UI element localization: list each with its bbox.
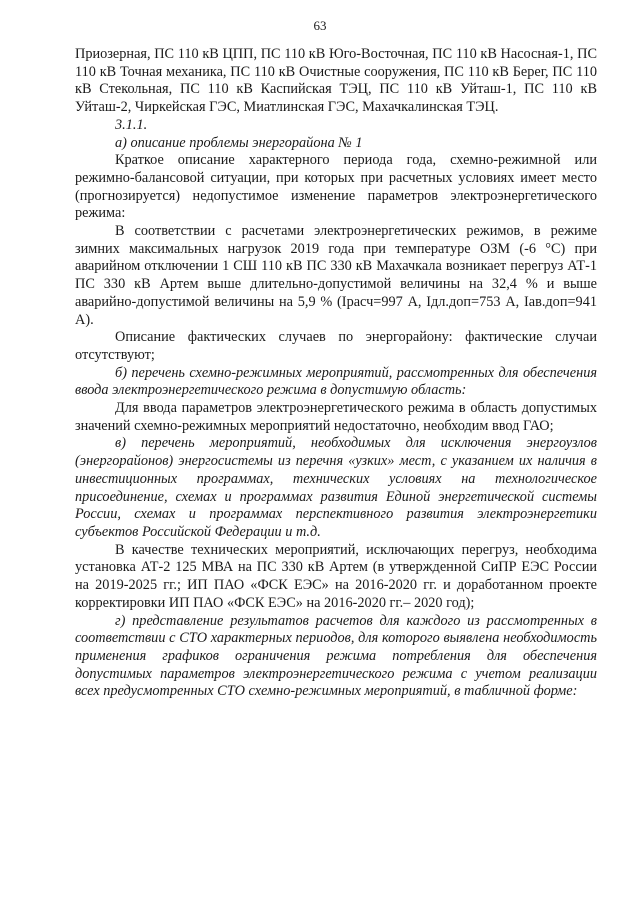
actual-cases-paragraph: Описание фактических случаев по энергорайону: фактические случаи отсутствуют;: [75, 329, 597, 363]
substation-list-paragraph: Приозерная, ПС 110 кВ ЦПП, ПС 110 кВ Юго-Восточная, ПС 110 кВ Насосная-1, ПС 110 кВ Точная механика, ПС 110 кВ Очистные сооружения, ПС 110 кВ Берег, ПС 110 кВ Стекольная, ПС 110 кВ Каспийская ТЭЦ, ПС 110 кВ Уйташ-1, ПС 110 кВ Уйташ-2, Чиркейская ГЭС, Миатлинская ГЭС, Махачкалинская ТЭЦ.: [75, 46, 597, 116]
section-number: 3.1.1.: [115, 116, 148, 133]
period-description-paragraph: Краткое описание характерного периода года, схемно-режимной или режимно-балансовой ситуации, при которых при расчетных условиях имеет место (прогнозируется) недопустимое изменение параметров электроэнергетического режима:: [75, 152, 597, 222]
calculation-results-paragraph: В соответствии с расчетами электроэнергетических режимов, в режиме зимних максимальных нагрузок 2019 года при температуре ОЗМ (-6 °С) при аварийном отключении 1 СШ 110 кВ ПС 330 кВ Махачкала возникает перегруз АТ-1 ПС 330 кВ Артем выше длительно-допустимой величины на 32,4 % и выше аварийно-допустимой величины на 5,9 % (Iрасч=997 А, Iдл.доп=753 А, Iав.доп=941 А).: [75, 223, 597, 328]
subsection-heading-b: б) перечень схемно-режимных мероприятий, рассмотренных для обеспечения ввода электроэнергетического режима в допустимую область:: [75, 364, 597, 399]
subsection-heading-a: а) описание проблемы энергорайона № 1: [115, 134, 363, 151]
gao-paragraph: Для ввода параметров электроэнергетического режима в область допустимых значений схемно-режимных мероприятий недостаточно, необходим ввод ГАО;: [75, 400, 597, 434]
page-body: [75, 46, 597, 701]
subsection-heading-g: г) представление результатов расчетов для каждого из рассмотренных в соответствии с СТО характерных периодов, для которого выявлена необходимость применения графиков ограничения режима потребления для обеспечения допустимых параметров электроэнергетического режима с учетом реализации всех предусмотренных СТО схемно-режимных мероприятий, в табличной форме:: [75, 612, 597, 700]
page-number: 63: [313, 18, 327, 33]
subsection-heading-v: в) перечень мероприятий, необходимых для исключения энергоузлов (энергорайонов) энергосистемы из перечня «узких» мест, с указанием их наличия в инвестиционных программах, технических условиях на технологическое присоединение, схемах и программах развития Единой энергетической системы России, схемах и программах перспективного развития электроэнергетики субъектов Российской Федерации и т.д.: [75, 435, 597, 540]
technical-measures-paragraph: В качестве технических мероприятий, исключающих перегруз, необходима установка АТ-2 125 МВА на ПС 330 кВ Артем (в утвержденной СиПР ЕЭС России на 2019-2025 гг.; ИП ПАО «ФСК ЕЭС» на 2016-2020 гг. и доработанном проекте корректировки ИП ПАО «ФСК ЕЭС» на 2016-2020 гг.– 2020 год);: [75, 541, 597, 611]
